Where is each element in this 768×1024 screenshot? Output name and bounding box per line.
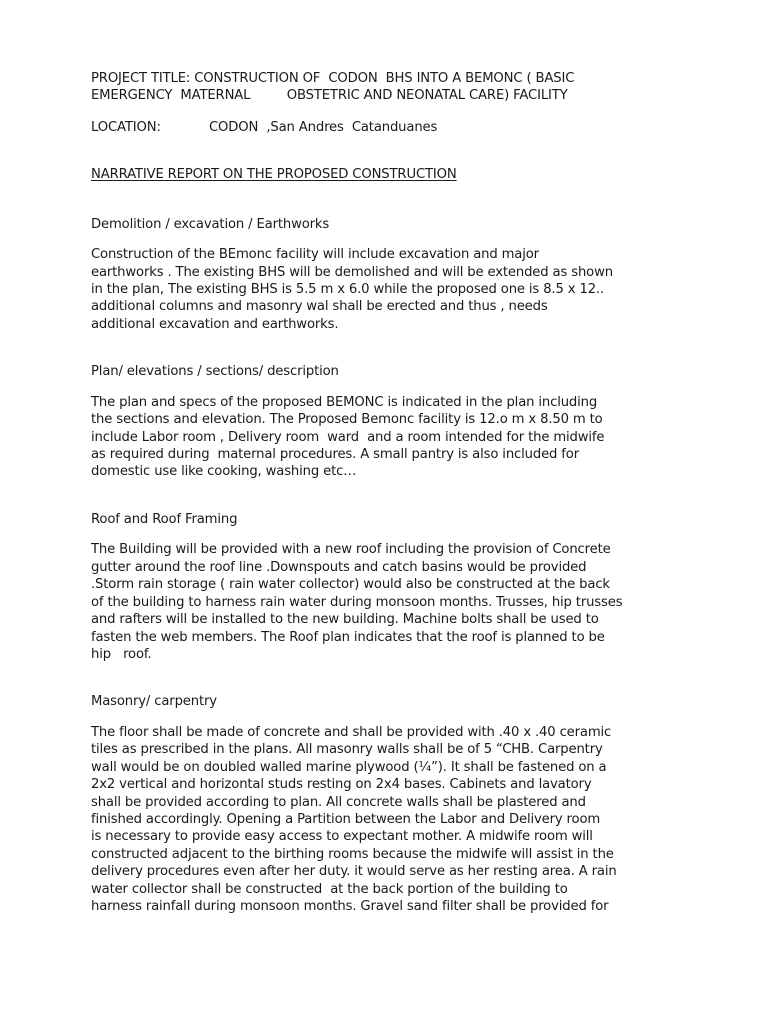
paragraph-line: shall be provided according to plan. All concrete walls shall be plastered and bbox=[91, 794, 586, 810]
paragraph-line: in the plan, The existing BHS is 5.5 m x 6.0 while the proposed one is 8.5 x 12.. bbox=[91, 282, 605, 298]
document-content bbox=[91, 70, 691, 915]
section-body-masonry bbox=[91, 724, 691, 915]
paragraph-line: wall would be on doubled walled marine plywood (¼”). It shall be fastened on a bbox=[91, 759, 607, 775]
paragraph-line: hip roof. bbox=[91, 646, 152, 662]
paragraph-line: tiles as prescribed in the plans. All masonry walls shall be of 5 “CHB. Carpentry bbox=[91, 742, 603, 758]
project-title-line-1: PROJECT TITLE: CONSTRUCTION OF CODON BHS INTO A BEMONC ( BASIC bbox=[91, 71, 575, 86]
paragraph-line: The floor shall be made of concrete and shall be provided with .40 x .40 ceramic bbox=[91, 724, 612, 740]
paragraph-line: constructed adjacent to the birthing rooms because the midwife will assist in the bbox=[91, 846, 614, 862]
paragraph-line: Construction of the BEmonc facility will include excavation and major bbox=[91, 247, 539, 263]
section-body-demolition bbox=[91, 246, 691, 333]
section-heading-plan: Plan/ elevations / sections/ description bbox=[91, 364, 339, 380]
paragraph-line: The Building will be provided with a new roof including the provision of Concrete bbox=[91, 542, 611, 558]
paragraph-line: gutter around the roof line .Downspouts and catch basins would be provided bbox=[91, 559, 587, 575]
paragraph-line: The plan and specs of the proposed BEMONC is indicated in the plan including bbox=[91, 394, 598, 410]
section-heading-roof: Roof and Roof Framing bbox=[91, 511, 238, 527]
paragraph-line: the sections and elevation. The Proposed Bemonc facility is 12.o m x 8.50 m to bbox=[91, 412, 603, 428]
paragraph-line: 2x2 vertical and horizontal studs resting on 2x4 bases. Cabinets and lavatory bbox=[91, 777, 592, 793]
paragraph-line: fasten the web members. The Roof plan indicates that the roof is planned to be bbox=[91, 629, 605, 645]
paragraph-line: domestic use like cooking, washing etc… bbox=[91, 464, 357, 480]
location-label: LOCATION: bbox=[91, 119, 161, 135]
paragraph-line: include Labor room , Delivery room ward and a room intended for the midwife bbox=[91, 429, 605, 445]
paragraph-line: is necessary to provide easy access to expectant mother. A midwife room will bbox=[91, 829, 593, 845]
paragraph-line: delivery procedures even after her duty. it would serve as her resting area. A rain bbox=[91, 864, 617, 880]
paragraph-line: as required during maternal procedures. A small pantry is also included for bbox=[91, 447, 579, 463]
section-heading-masonry: Masonry/ carpentry bbox=[91, 694, 217, 710]
paragraph-line: additional columns and masonry wal shall be erected and thus , needs bbox=[91, 299, 548, 315]
location-row bbox=[91, 119, 691, 136]
section-heading-demolition: Demolition / excavation / Earthworks bbox=[91, 216, 330, 232]
project-title-line-2: EMERGENCY MATERNAL OBSTETRIC AND NEONATAL CARE) FACILITY bbox=[91, 88, 568, 104]
location-value: CODON ,San Andres Catanduanes bbox=[209, 119, 438, 135]
section-body-plan bbox=[91, 394, 691, 481]
paragraph-line: water collector shall be constructed at the back portion of the building to bbox=[91, 881, 568, 897]
section-body-roof bbox=[91, 541, 691, 663]
paragraph-line: finished accordingly. Opening a Partition between the Labor and Delivery room bbox=[91, 811, 601, 827]
paragraph-line: .Storm rain storage ( rain water collector) would also be constructed at the back bbox=[91, 577, 610, 593]
paragraph-line: of the building to harness rain water during monsoon months. Trusses, hip trusses bbox=[91, 594, 623, 610]
paragraph-line: and rafters will be installed to the new building. Machine bolts shall be used to bbox=[91, 612, 599, 628]
paragraph-line: earthworks . The existing BHS will be demolished and will be extended as shown bbox=[91, 264, 613, 280]
report-title: NARRATIVE REPORT ON THE PROPOSED CONSTRUCTION bbox=[91, 167, 457, 183]
paragraph-line: harness rainfall during monsoon months. Gravel sand filter shall be provided for bbox=[91, 898, 609, 914]
paragraph-line: additional excavation and earthworks. bbox=[91, 316, 339, 332]
